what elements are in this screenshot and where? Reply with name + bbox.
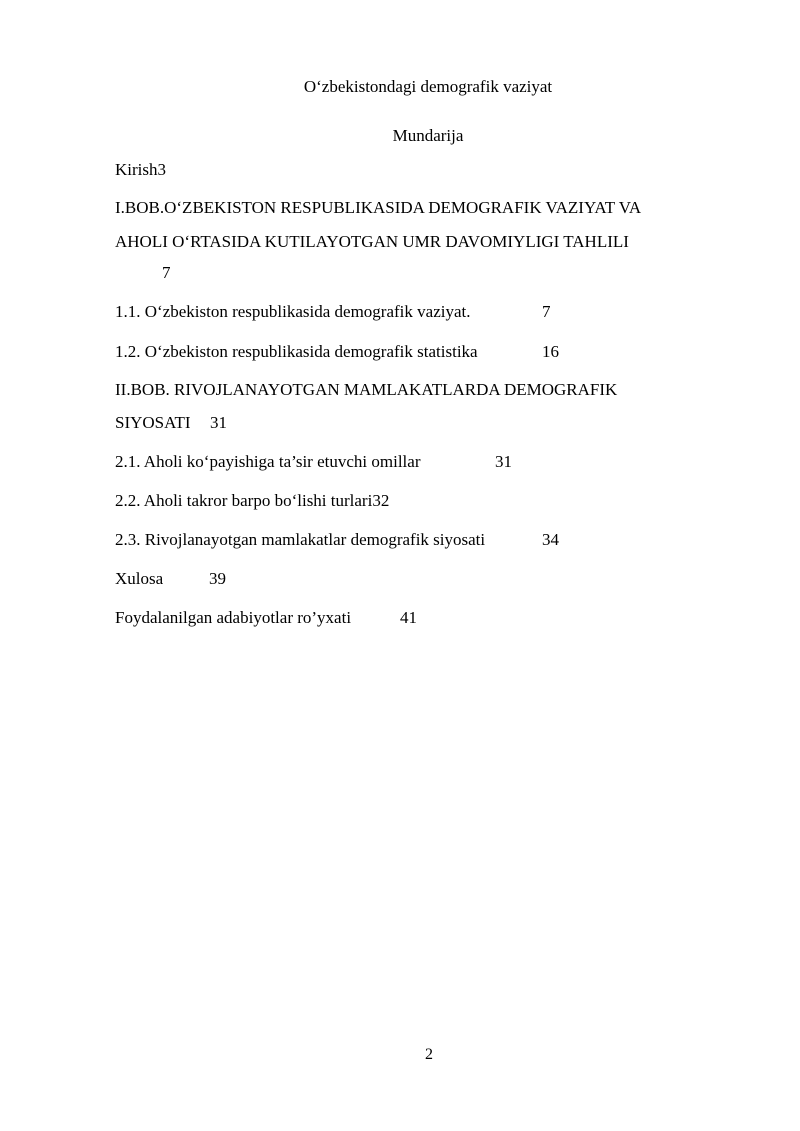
toc-entry-chapter1-page <box>162 263 171 283</box>
toc-entry-label: 1.2. O‘zbekiston respublikasida demografik statistika <box>115 342 478 361</box>
toc-entry-conclusion <box>115 569 163 589</box>
toc-entry-2-1 <box>115 452 420 472</box>
toc-entry-chapter2-line2 <box>115 413 191 433</box>
toc-entry-label: I.BOB.O‘ZBEKISTON RESPUBLIKASIDA DEMOGRAFIK VAZIYAT VA <box>115 198 642 217</box>
toc-entry-chapter1-line1 <box>115 198 641 218</box>
toc-entry-chapter2-line1 <box>115 380 617 400</box>
toc-entry-1-1-page <box>542 302 551 322</box>
document-title: O‘zbekistondagi demografik vaziyat <box>303 77 553 96</box>
toc-entry-references-page <box>400 608 417 628</box>
toc-entry-references <box>115 608 351 628</box>
toc-entry-1-2-page <box>542 342 559 362</box>
toc-entry-label: 2.2. Aholi takror barpo bo‘lishi turlari <box>115 491 373 510</box>
toc-heading: Mundarija <box>392 126 464 145</box>
toc-entry-page: 16 <box>542 342 559 361</box>
toc-entry-1-1 <box>115 302 470 322</box>
toc-entry-label: 2.3. Rivojlanayotgan mamlakatlar demografik siyosati <box>115 530 486 549</box>
toc-entry-page: 31 <box>495 452 512 471</box>
toc-entry-label: Foydalanilgan adabiyotlar ro’yxati <box>115 608 352 627</box>
toc-entry-1-2 <box>115 342 478 362</box>
toc-entry-page: 3 <box>157 160 166 179</box>
toc-entry-conclusion-page <box>209 569 226 589</box>
toc-entry-label: Xulosa <box>115 569 164 588</box>
toc-entry-page: 7 <box>162 263 171 282</box>
toc-entry-chapter2-page <box>210 413 227 433</box>
toc-entry-page: 39 <box>209 569 226 588</box>
toc-entry-2-1-page <box>495 452 512 472</box>
page-number: 2 <box>425 1046 433 1063</box>
toc-entry-label: Kirish <box>115 160 158 179</box>
toc-entry-page: 7 <box>542 302 551 321</box>
toc-entry-page: 31 <box>210 413 227 432</box>
toc-entry-2-2 <box>115 491 389 511</box>
toc-entry-intro <box>115 160 166 180</box>
toc-entry-label: AHOLI O‘RTASIDA KUTILAYOTGAN UMR DAVOMIYLIGI TAHLILI <box>115 232 629 251</box>
toc-entry-label: 1.1. O‘zbekiston respublikasida demografik vaziyat. <box>115 302 471 321</box>
toc-entry-label: 2.1. Aholi ko‘payishiga ta’sir etuvchi omillar <box>115 452 421 471</box>
toc-entry-label: II.BOB. RIVOJLANAYOTGAN MAMLAKATLARDA DEMOGRAFIK <box>115 380 618 399</box>
toc-entry-2-3 <box>115 530 485 550</box>
toc-entry-page: 32 <box>372 491 390 510</box>
toc-entry-page: 34 <box>542 530 559 549</box>
toc-entry-2-3-page <box>542 530 559 550</box>
toc-entry-page: 41 <box>400 608 417 627</box>
toc-entry-label: SIYOSATI <box>115 413 191 432</box>
toc-entry-chapter1-line2 <box>115 232 629 252</box>
